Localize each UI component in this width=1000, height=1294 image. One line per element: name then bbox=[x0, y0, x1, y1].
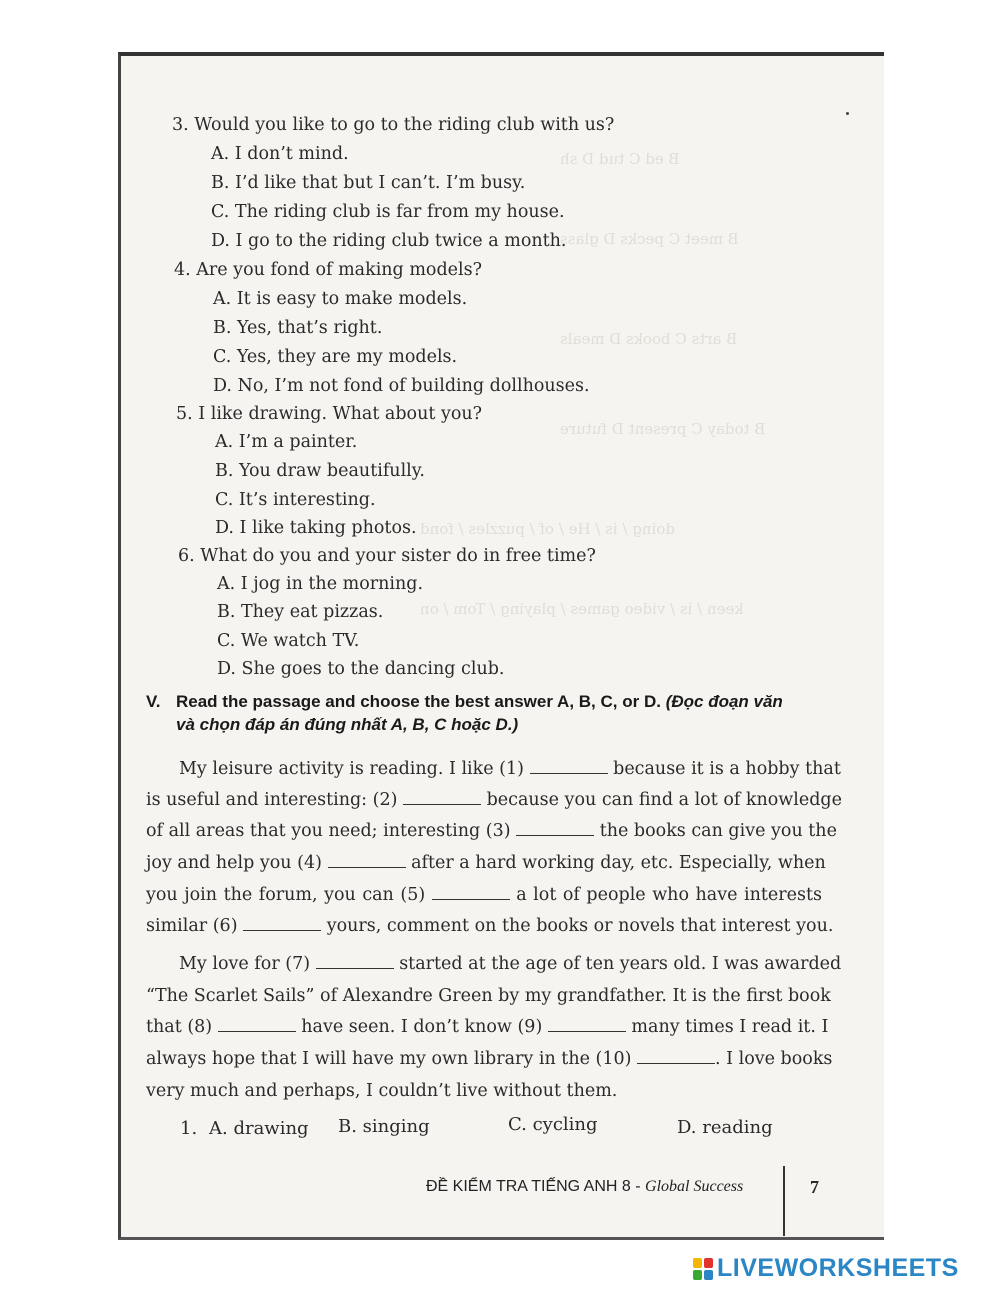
answer-option-a[interactable]: A. drawing bbox=[209, 1118, 309, 1139]
answer-blank[interactable] bbox=[243, 916, 321, 931]
answer-number: 1. bbox=[180, 1118, 198, 1139]
section-title: Read the passage and choose the best answer A, B, C, or D. bbox=[176, 692, 661, 711]
page-number: 7 bbox=[810, 1177, 819, 1197]
footer-divider bbox=[783, 1166, 785, 1236]
passage-line: of all areas that you need; interesting (3) the books can give you the bbox=[146, 821, 837, 841]
section-title-vi-2: và chọn đáp án đúng nhất A, B, C hoặc D.) bbox=[176, 715, 519, 734]
question-stem: 6. What do you and your sister do in free time? bbox=[178, 546, 596, 566]
passage-line: similar (6) yours, comment on the books or novels that interest you. bbox=[146, 916, 834, 936]
question-option[interactable]: D. No, I’m not fond of building dollhouses. bbox=[213, 376, 590, 396]
liveworksheets-logo bbox=[693, 1254, 959, 1283]
question-option[interactable]: C. We watch TV. bbox=[217, 631, 360, 651]
question-option[interactable]: A. It is easy to make models. bbox=[213, 289, 468, 309]
answer-blank[interactable] bbox=[548, 1017, 626, 1032]
passage-line: My love for (7) started at the age of ten years old. I was awarded bbox=[179, 954, 842, 974]
answer-blank[interactable] bbox=[516, 821, 594, 836]
question-stem: 5. I like drawing. What about you? bbox=[176, 404, 483, 424]
answer-blank[interactable] bbox=[432, 885, 510, 900]
question-option[interactable]: B. You draw beautifully. bbox=[215, 461, 425, 481]
answer-option-c[interactable]: C. cycling bbox=[508, 1114, 598, 1135]
bleed-through: B today C present D future bbox=[560, 420, 766, 438]
question-option[interactable]: B. I’d like that but I can’t. I’m busy. bbox=[211, 173, 526, 193]
book-title: ĐỀ KIỂM TRA TIẾNG ANH 8 - Global Success bbox=[426, 1178, 744, 1195]
speck bbox=[846, 112, 849, 115]
answer-option-d[interactable]: D. reading bbox=[677, 1117, 773, 1138]
question-option[interactable]: B. They eat pizzas. bbox=[217, 602, 384, 622]
question-option[interactable]: A. I jog in the morning. bbox=[217, 574, 424, 594]
logo-text: LIVEWORKSHEETS bbox=[717, 1254, 959, 1282]
answer-blank[interactable] bbox=[218, 1017, 296, 1032]
answer-blank[interactable] bbox=[316, 954, 394, 969]
question-option[interactable]: C. Yes, they are my models. bbox=[213, 347, 458, 367]
question-option[interactable]: C. It’s interesting. bbox=[215, 490, 376, 510]
passage-line: very much and perhaps, I couldn’t live without them. bbox=[146, 1081, 618, 1101]
passage-line: you join the forum, you can (5) a lot of people who have interests bbox=[146, 885, 822, 905]
answer-blank[interactable] bbox=[328, 853, 406, 868]
passage-line: always hope that I will have my own library in the (10) . I love books bbox=[146, 1049, 833, 1069]
answer-blank[interactable] bbox=[403, 790, 481, 805]
question-option[interactable]: D. She goes to the dancing club. bbox=[217, 659, 505, 679]
section-number: V. bbox=[146, 692, 161, 711]
bleed-through: B meet C pecks D glass bbox=[560, 230, 739, 248]
answer-blank[interactable] bbox=[637, 1049, 715, 1064]
section-title-vi-1: (Đọc đoạn văn bbox=[665, 692, 783, 711]
bleed-through: keen / is / video games / playing / Tom / on bbox=[420, 600, 744, 618]
logo-grid-icon bbox=[693, 1258, 713, 1280]
passage-line: that (8) have seen. I don’t know (9) many times I read it. I bbox=[146, 1017, 829, 1037]
answer-blank[interactable] bbox=[530, 759, 608, 774]
question-option[interactable]: D. I go to the riding club twice a month. bbox=[211, 231, 567, 251]
question-option[interactable]: A. I’m a painter. bbox=[215, 432, 358, 452]
answer-option-b[interactable]: B. singing bbox=[338, 1116, 430, 1137]
question-option[interactable]: D. I like taking photos. bbox=[215, 518, 417, 538]
passage-line: joy and help you (4) after a hard working day, etc. Especially, when bbox=[146, 853, 826, 873]
passage-line: is useful and interesting: (2) because you can find a lot of knowledge bbox=[146, 790, 842, 810]
question-option[interactable]: A. I don’t mind. bbox=[211, 144, 349, 164]
passage-line: My leisure activity is reading. I like (1) because it is a hobby that bbox=[179, 759, 841, 779]
passage-line: “The Scarlet Sails” of Alexandre Green by my grandfather. It is the first book bbox=[146, 986, 831, 1006]
bleed-through: B arts C books D meals bbox=[560, 330, 738, 348]
section-heading bbox=[146, 690, 836, 736]
question-stem: 4. Are you fond of making models? bbox=[174, 260, 482, 280]
question-option[interactable]: B. Yes, that’s right. bbox=[213, 318, 383, 338]
question-option[interactable]: C. The riding club is far from my house. bbox=[211, 202, 565, 222]
bleed-through: doing / is / He / of / puzzles / fond bbox=[420, 520, 675, 538]
question-stem: 3. Would you like to go to the riding club with us? bbox=[172, 115, 615, 135]
bleed-through: B ed C tud D sh bbox=[560, 150, 680, 168]
